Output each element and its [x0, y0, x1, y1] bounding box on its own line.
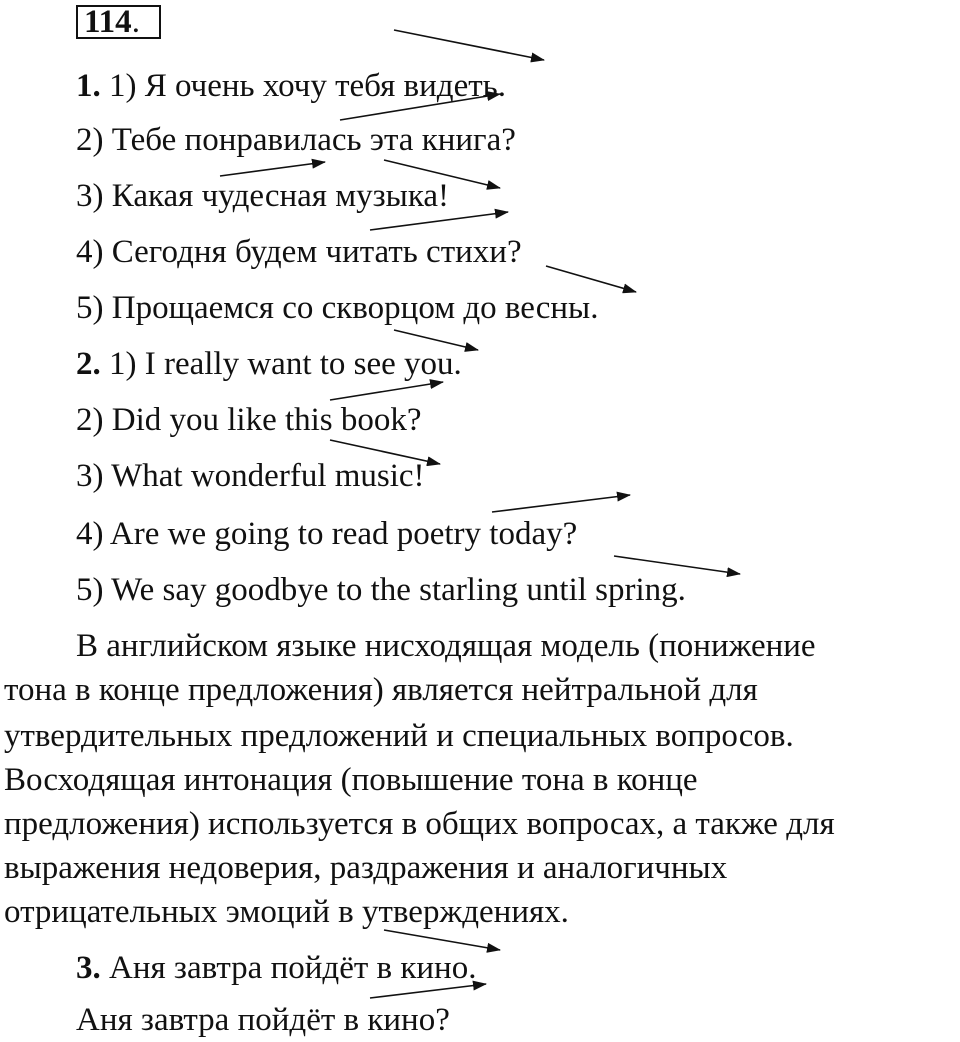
- part1-item-1: 1. 1) Я очень хочу тебя видеть.: [76, 68, 506, 104]
- intonation-arrow: [330, 382, 443, 400]
- intonation-arrow: [492, 495, 630, 512]
- paragraph-line-1: В английском языке нисходящая модель (понижение: [76, 628, 816, 664]
- part1-item-3: 3) Какая чудесная музыка!: [76, 178, 449, 214]
- part1-item-5: 5) Прощаемся со скворцом до весны.: [76, 290, 599, 326]
- part1-label: 1.: [76, 68, 101, 104]
- paragraph-line-6: выражения недоверия, раздражения и аналогичных: [4, 850, 728, 886]
- part3-label: 3.: [76, 950, 101, 986]
- part2-item-3: 3) What wonderful music!: [76, 458, 425, 494]
- part2-item-4: 4) Are we going to read poetry today?: [76, 516, 578, 552]
- part3-item-2: Аня завтра пойдёт в кино?: [76, 1002, 450, 1038]
- paragraph-line-7: отрицательных эмоций в утверждениях.: [4, 894, 569, 930]
- paragraph-line-3: утвердительных предложений и специальных вопросов.: [4, 718, 794, 754]
- paragraph-line-5: предложения) используется в общих вопросах, а также для: [4, 806, 835, 842]
- intonation-arrow: [384, 930, 500, 950]
- part2-label: 2.: [76, 346, 101, 382]
- part2-item-1: 2. 1) I really want to see you.: [76, 346, 462, 382]
- paragraph-line-4: Восходящая интонация (повышение тона в конце: [4, 762, 698, 798]
- part3-item-1: 3. Аня завтра пойдёт в кино.: [76, 950, 477, 986]
- exercise-number: 114.: [84, 4, 140, 40]
- part1-item-2: 2) Тебе понравилась эта книга?: [76, 122, 516, 158]
- part1-item-4: 4) Сегодня будем читать стихи?: [76, 234, 522, 270]
- part2-item-5: 5) We say goodbye to the starling until spring.: [76, 572, 686, 608]
- intonation-arrow: [220, 162, 325, 176]
- paragraph-line-2: тона в конце предложения) является нейтральной для: [4, 672, 758, 708]
- intonation-arrow: [394, 30, 544, 60]
- part2-item-2: 2) Did you like this book?: [76, 402, 422, 438]
